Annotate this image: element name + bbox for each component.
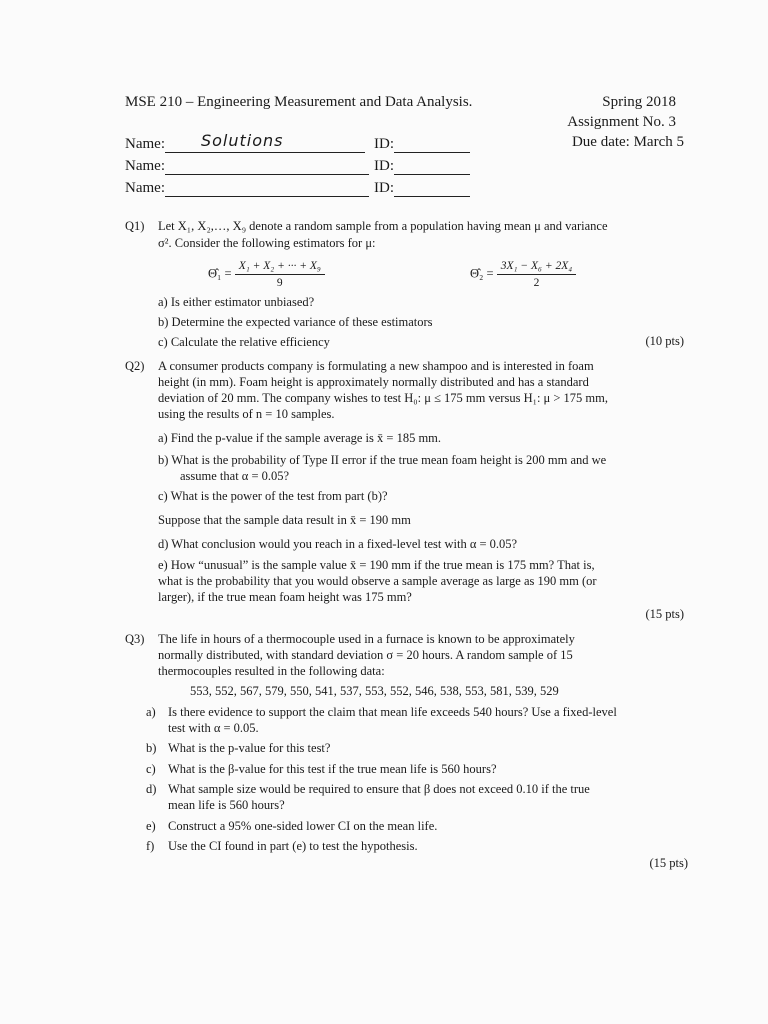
id-field[interactable] [394, 137, 470, 153]
id-field[interactable] [394, 159, 470, 175]
estimator-1-numerator: X₁ + X₂ + ··· + X₉ [235, 258, 325, 275]
estimator-1 [208, 258, 325, 291]
q1-part-c: c) Calculate the relative efficiency [158, 335, 330, 349]
estimator-2-numerator: 3X₁ − X₆ + 2X₄ [497, 258, 577, 275]
estimator-2-lhs: Θ̂₂ = [470, 266, 494, 281]
q1-part-a: a) Is either estimator unbiased? [158, 295, 315, 309]
q3-part-a-line-2: test with α = 0.05. [168, 721, 259, 735]
handwritten-name: Solutions [200, 131, 284, 150]
id-label: ID: [374, 158, 394, 174]
name-row-2 [125, 158, 369, 175]
name-label: Name: [125, 136, 165, 152]
q3-part-d-line-2: mean life is 560 hours? [168, 798, 285, 812]
course-title: MSE 210 – Engineering Measurement and Data Analysis. [125, 94, 473, 110]
q3-part-d-line-1: What sample size would be required to ensure that β does not exceed 0.10 if the true [168, 782, 590, 796]
q3-part-e: Construct a 95% one-sided lower CI on the mean life. [168, 819, 438, 833]
q2-part-e-line-2: what is the probability that you would observe a sample average as large as 190 mm (or [158, 574, 597, 588]
q2-text-line-4: using the results of n = 10 samples. [158, 407, 335, 421]
q1-text-line-2: σ². Consider the following estimators for μ: [158, 236, 376, 250]
estimator-2-fraction [497, 258, 577, 291]
assignment-number: Assignment No. 3 [567, 114, 676, 130]
q2-part-e-line-3: larger), if the true mean foam height was 175 mm? [158, 590, 412, 604]
q2-part-c: c) What is the power of the test from part (b)? [158, 489, 388, 503]
term: Spring 2018 [602, 94, 676, 110]
name-field[interactable] [165, 131, 365, 153]
q2-suppose: Suppose that the sample data result in x̄ = 190 mm [158, 513, 411, 527]
due-date: Due date: March 5 [571, 134, 684, 150]
name-label: Name: [125, 158, 165, 174]
name-label: Name: [125, 180, 165, 196]
name-row-1 [125, 131, 365, 153]
q3-part-c-label: c) [146, 762, 156, 776]
q3-text-line-3: thermocouples resulted in the following data: [158, 664, 385, 678]
estimator-1-lhs: Θ̂₁ = [208, 266, 232, 281]
q3-part-b-label: b) [146, 741, 157, 755]
q3-text-line-2: normally distributed, with standard deviation σ = 20 hours. A random sample of 15 [158, 648, 573, 662]
q3-part-c: What is the β-value for this test if the true mean life is 560 hours? [168, 762, 497, 776]
q3-text-line-1: The life in hours of a thermocouple used in a furnace is known to be approximately [158, 632, 575, 646]
q3-points: (15 pts) [649, 856, 688, 870]
id-row-2 [374, 158, 470, 175]
q3-part-f: Use the CI found in part (e) to test the hypothesis. [168, 839, 418, 853]
name-row-3 [125, 180, 369, 197]
id-row-3 [374, 180, 470, 197]
q2-number: Q2) [125, 359, 145, 373]
q1-number: Q1) [125, 219, 145, 233]
q3-number: Q3) [125, 632, 145, 646]
q2-text-line-3: deviation of 20 mm. The company wishes to test H₀: μ ≤ 175 mm versus H₁: μ > 175 mm, [158, 391, 608, 405]
q1-points: (10 pts) [645, 334, 684, 348]
estimator-1-denominator: 9 [276, 277, 283, 289]
estimator-1-fraction [235, 258, 325, 291]
id-field[interactable] [394, 181, 470, 197]
q3-part-f-label: f) [146, 839, 155, 853]
id-label: ID: [374, 136, 394, 152]
q2-part-d: d) What conclusion would you reach in a fixed-level test with α = 0.05? [158, 537, 518, 551]
q3-part-a-label: a) [146, 705, 156, 719]
id-label: ID: [374, 180, 394, 196]
q2-part-a: a) Find the p-value if the sample average is x̄ = 185 mm. [158, 431, 442, 445]
q2-part-b-line-1: b) What is the probability of Type II error if the true mean foam height is 200 mm and we [158, 453, 607, 467]
q3-data-values: 553, 552, 567, 579, 550, 541, 537, 553, 552, 546, 538, 553, 581, 539, 529 [190, 684, 559, 698]
name-field[interactable] [165, 181, 369, 197]
estimator-2-denominator: 2 [533, 277, 540, 289]
q2-part-e-line-1: e) How “unusual” is the sample value x̄ = 190 mm if the true mean is 175 mm? That is, [158, 558, 595, 572]
q1-text-line-1: Let X₁, X₂,…, X₉ denote a random sample from a population having mean μ and variance [158, 219, 608, 233]
q3-part-d-label: d) [146, 782, 157, 796]
q2-text-line-1: A consumer products company is formulating a new shampoo and is interested in foam [158, 359, 594, 373]
q2-points: (15 pts) [645, 607, 684, 621]
q3-part-a-line-1: Is there evidence to support the claim that mean life exceeds 540 hours? Use a fixed-level [168, 705, 617, 719]
q2-text-line-2: height (in mm). Foam height is approximately normally distributed and has a standard [158, 375, 589, 389]
q1-part-b: b) Determine the expected variance of these estimators [158, 315, 433, 329]
name-field[interactable] [165, 159, 369, 175]
estimator-2 [470, 258, 576, 291]
q2-part-b-line-2: assume that α = 0.05? [180, 469, 290, 483]
id-row-1 [374, 136, 470, 153]
q3-part-e-label: e) [146, 819, 156, 833]
q3-part-b: What is the p-value for this test? [168, 741, 331, 755]
